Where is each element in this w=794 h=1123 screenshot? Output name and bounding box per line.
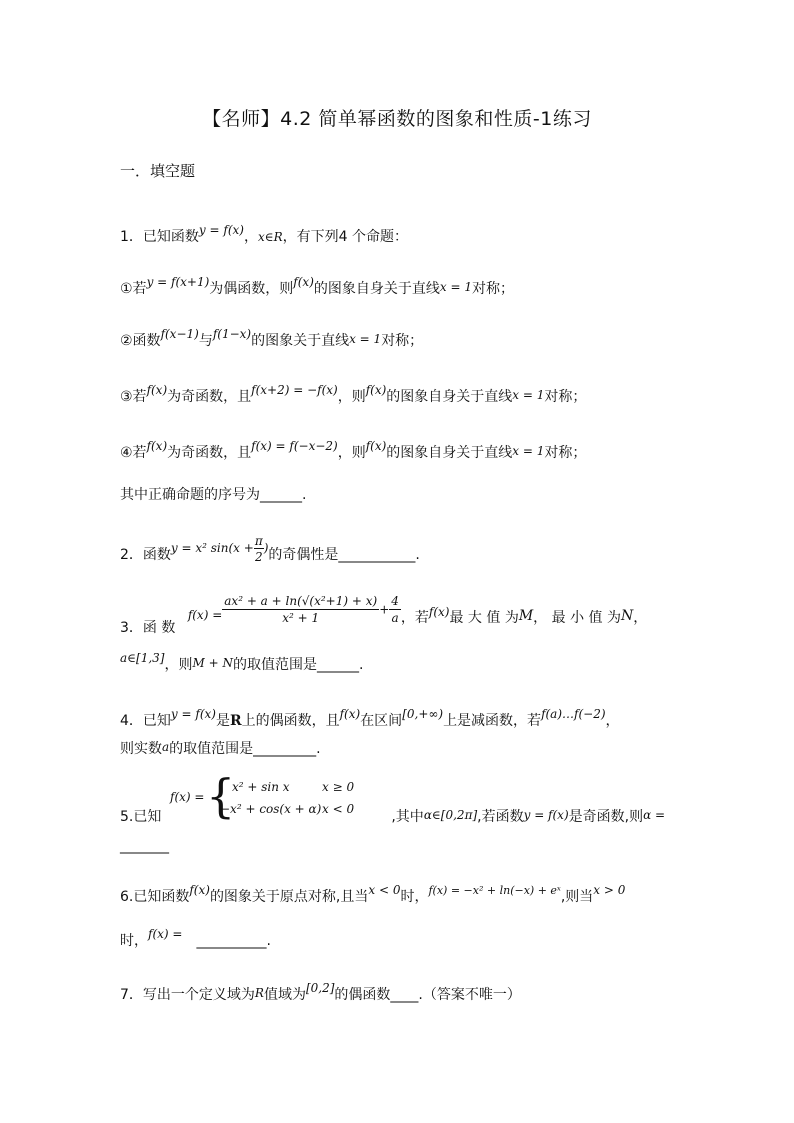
math: y = f(x) — [170, 707, 216, 721]
text: ，若 — [400, 609, 429, 626]
math: x = 1 — [349, 332, 382, 346]
text: ， 最 小 值 为 — [533, 609, 621, 626]
q3-fraction — [222, 594, 379, 625]
denominator: x² + 1 — [282, 611, 320, 625]
text: 上的偶函数，且 — [241, 713, 340, 729]
math: f(x) = — [187, 607, 223, 622]
text: ， — [633, 609, 648, 626]
math: M + N — [192, 656, 233, 670]
text: 则实数 — [120, 741, 162, 757]
q1-text: ，有下列4 个命题： — [282, 229, 409, 245]
math: α∈[0,2π] — [423, 808, 478, 822]
text: 对称； — [471, 281, 514, 297]
math: y = f(x+1) — [146, 275, 210, 289]
text: 时， — [120, 933, 148, 949]
math: f(x−1) — [160, 327, 199, 341]
page-title: 【名师】4.2 简单幂函数的图象和性质-1练习 — [202, 108, 592, 130]
math: f(x) = — [170, 790, 205, 804]
text: 与 — [198, 333, 213, 349]
numerator: 4 — [391, 594, 399, 608]
text: 5.已知 — [120, 809, 162, 825]
text: 时， — [400, 889, 429, 905]
math: −x² + cos(x + α) — [220, 802, 322, 816]
text: 对称； — [544, 445, 587, 461]
text: 在区间 — [360, 713, 403, 729]
math: x = 1 — [439, 280, 472, 294]
math: ) — [263, 541, 269, 555]
text: R — [229, 713, 242, 729]
q7 — [120, 981, 521, 1004]
text: 2．函数 — [120, 547, 171, 563]
text: 对称； — [381, 333, 424, 349]
q3-line-2 — [120, 651, 364, 674]
denominator: a — [391, 611, 399, 625]
math: x < 0 — [368, 883, 401, 897]
q1-math: x∈R — [257, 230, 283, 244]
math: f(x) — [365, 439, 387, 453]
math: f(a)…f(−2) — [541, 707, 606, 721]
math: f(x) — [365, 383, 387, 397]
math: f(x) — [146, 383, 168, 397]
q1-intro — [120, 223, 409, 246]
math: f(x) — [189, 883, 210, 897]
text: 的图象自身关于直线 — [313, 281, 440, 297]
text: 的图象自身关于直线 — [386, 389, 513, 405]
text: 值域为 — [263, 987, 306, 1003]
math: a∈[1,3] — [120, 651, 165, 665]
text: ，则 — [337, 389, 366, 405]
math: x > 0 — [593, 883, 626, 897]
q6 — [120, 883, 626, 906]
q4 — [120, 707, 620, 730]
text: 上是减函数，若 — [443, 713, 542, 729]
math: f(x) — [339, 707, 361, 721]
numerator: π — [254, 534, 263, 548]
q5-blank: _______ — [120, 838, 169, 854]
math: x² + sin x — [232, 780, 290, 794]
numerator: ax² + a + ln(√(x²+1) + x) — [224, 594, 378, 608]
math: f(x) — [293, 275, 314, 289]
text: 是奇函数,则 — [568, 809, 644, 825]
text: 6.已知函数 — [120, 889, 190, 905]
math: α = — [643, 808, 666, 822]
q1-math: y = f(x) — [198, 223, 244, 237]
section-heading: 一．填空题 — [120, 162, 196, 180]
math: x = 1 — [512, 388, 545, 402]
text: 的奇偶性是___________. — [268, 547, 420, 563]
q4-line-2 — [120, 738, 321, 758]
math: y = x² sin(x + — [170, 541, 254, 555]
math: a — [162, 740, 170, 754]
left-brace: { — [206, 769, 236, 823]
q2 — [120, 534, 420, 570]
q6-line-2 — [120, 927, 271, 950]
math: f(x) = f(−x−2) — [251, 439, 338, 453]
q3-four-over-a — [389, 594, 401, 625]
math: N — [620, 607, 634, 624]
q1-proposition-2 — [120, 327, 424, 350]
q1-proposition-1 — [120, 275, 514, 298]
q1-proposition-3 — [120, 383, 587, 406]
math: M — [518, 607, 534, 624]
text: ①若 — [120, 281, 147, 297]
text: ③若 — [120, 389, 147, 405]
text: 为奇函数，且 — [167, 389, 252, 405]
text: ，则 — [164, 657, 193, 673]
text: 3．函 数 — [120, 619, 176, 636]
text: 对称； — [544, 389, 587, 405]
q3 — [120, 594, 648, 636]
math: R — [254, 986, 264, 1000]
text: 的图象自身关于直线 — [386, 445, 513, 461]
math: [0,+∞) — [402, 707, 444, 721]
q1-text: ， — [243, 229, 258, 245]
math: x < 0 — [322, 802, 355, 816]
q1-proposition-4 — [120, 439, 587, 462]
math: f(x) = −x² + ln(−x) + eˣ — [428, 884, 561, 897]
text: 的图象关于直线 — [251, 333, 350, 349]
text: ②函数 — [120, 333, 161, 349]
text: __________. — [196, 933, 271, 949]
text: 为奇函数，且 — [167, 445, 252, 461]
text: 7．写出一个定义域为 — [120, 987, 255, 1003]
text: ,若函数 — [477, 809, 524, 825]
text: ， — [605, 713, 620, 729]
text: 的偶函数____.（答案不唯一） — [334, 987, 521, 1003]
math: f(x) = — [148, 927, 183, 941]
math: x = 1 — [512, 444, 545, 458]
text: 的取值范围是_________. — [169, 741, 321, 757]
denominator: 2 — [254, 550, 263, 564]
q1-text: 1．已知函数 — [120, 229, 199, 245]
text: ④若 — [120, 445, 147, 461]
text: ,则当 — [560, 889, 594, 905]
text: 最 大 值 为 — [449, 609, 519, 626]
math: f(x+2) = −f(x) — [251, 383, 338, 397]
text: ,其中 — [391, 809, 424, 825]
q1-question: 其中正确命题的序号为______. — [120, 487, 307, 503]
math: f(1−x) — [212, 327, 252, 341]
q5 — [120, 806, 665, 826]
math: y = f(x) — [523, 808, 569, 822]
text: 是 — [215, 713, 230, 729]
text: 为偶函数，则 — [209, 281, 294, 297]
text: 的图象关于原点对称,且当 — [209, 889, 369, 905]
math: f(x) — [428, 604, 450, 619]
math: f(x) — [146, 439, 168, 453]
text: 4．已知 — [120, 713, 171, 729]
math: [0,2] — [305, 981, 335, 995]
math: + — [379, 602, 390, 617]
text: 的取值范围是______. — [232, 657, 364, 673]
math: x ≥ 0 — [322, 780, 355, 794]
text: ，则 — [337, 445, 366, 461]
pi-over-2-fraction — [254, 534, 264, 564]
